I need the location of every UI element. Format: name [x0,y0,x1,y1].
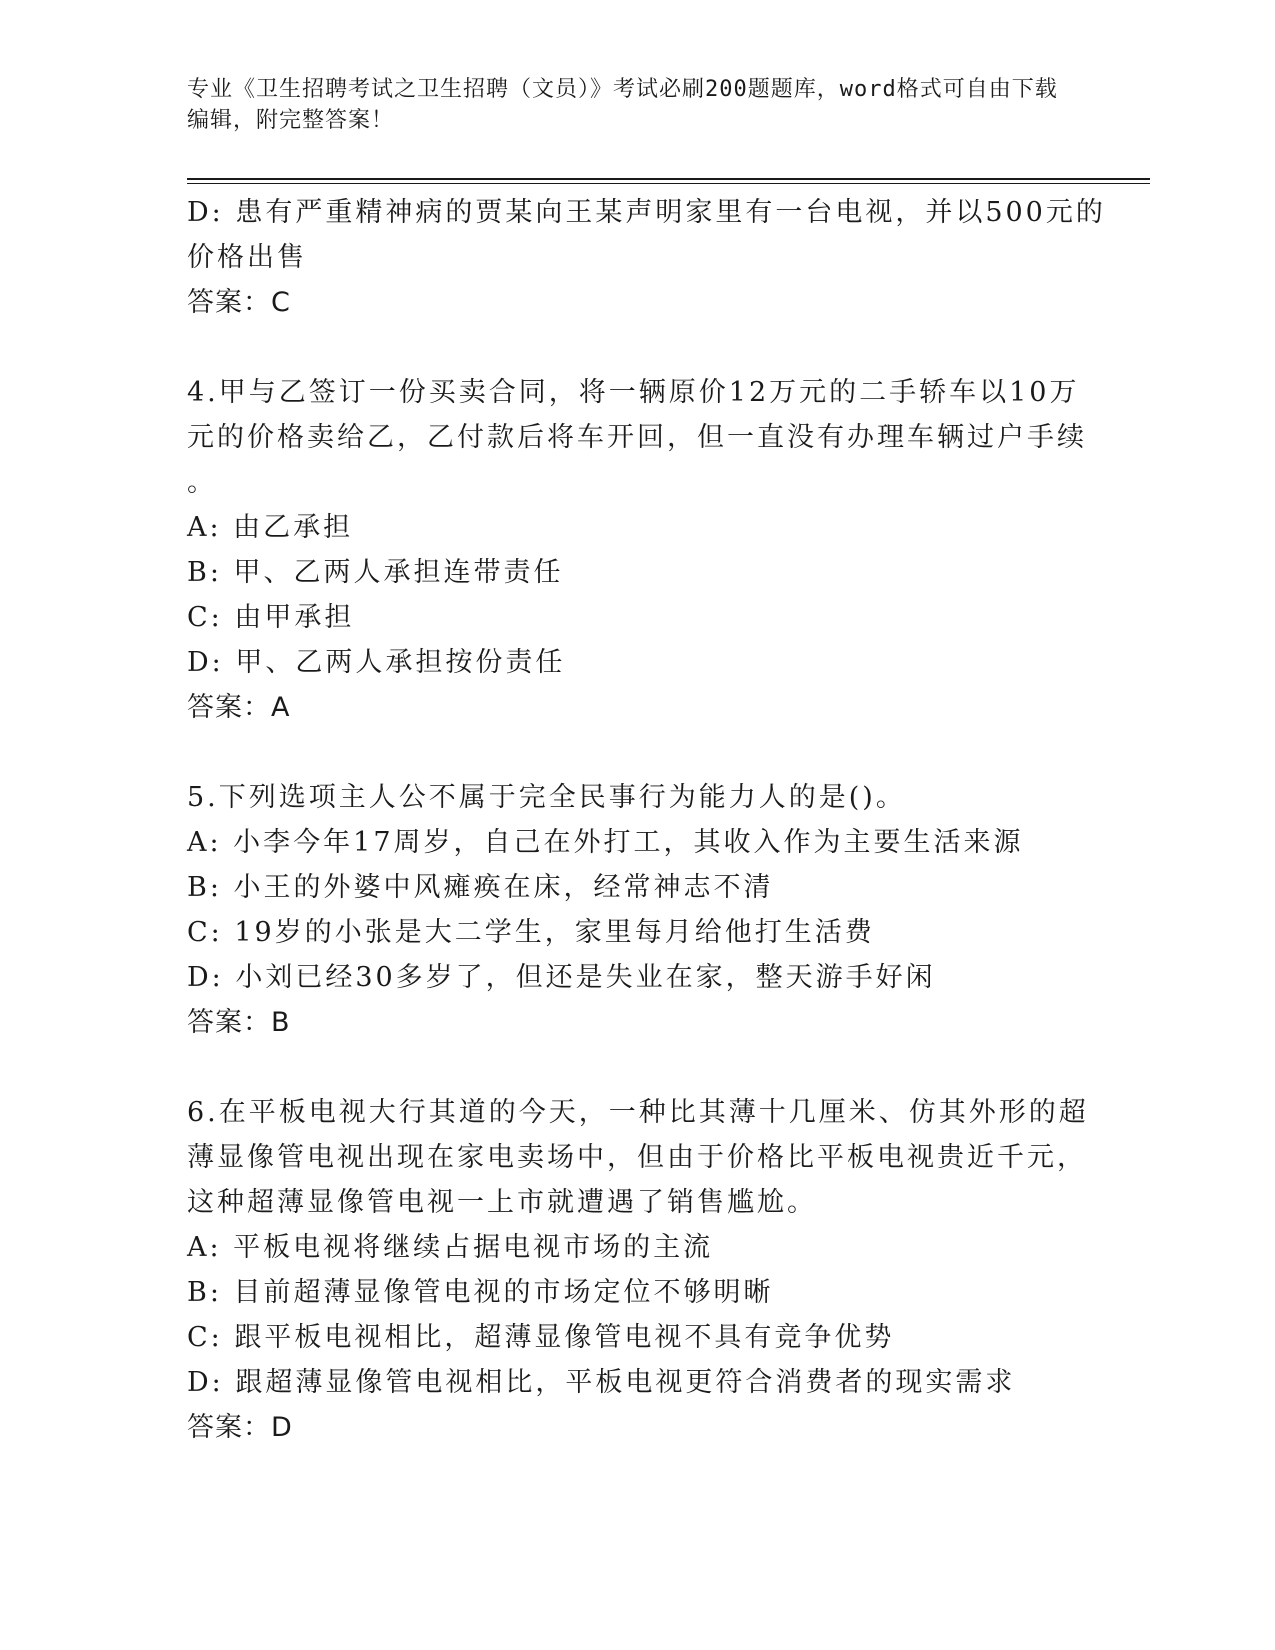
option-d-continued: 价格出售 [187,242,307,273]
option-d: D: 甲、乙两人承担按份责任 [187,647,566,678]
answer-line: 答案：A [187,692,291,723]
question-stem: 薄显像管电视出现在家电卖场中，但由于价格比平板电视贵近千元， [187,1142,1087,1173]
question-4 [187,370,1087,730]
option-d: D: 跟超薄显像管电视相比，平板电视更符合消费者的现实需求 [187,1367,1016,1398]
option-b: B: 小王的外婆中风瘫痪在床，经常神志不清 [187,872,774,903]
option-a: A: 由乙承担 [187,512,354,543]
option-c: C: 跟平板电视相比，超薄显像管电视不具有竞争优势 [187,1322,895,1353]
header-rule-bottom [187,183,1150,184]
option-a: A: 小李今年17周岁，自己在外打工，其收入作为主要生活来源 [187,827,1024,858]
answer-line: 答案：B [187,1007,291,1038]
option-b: B: 甲、乙两人承担连带责任 [187,557,564,588]
question-stem: 6.在平板电视大行其道的今天，一种比其薄十几厘米、仿其外形的超 [187,1097,1089,1128]
question-stem: 。 [187,467,217,498]
questions-body [187,190,1106,1450]
answer-line: 答案：D [187,1412,293,1443]
option-a: A: 平板电视将继续占据电视市场的主流 [187,1232,714,1263]
option-d: D: 患有严重精神病的贾某向王某声明家里有一台电视，并以500元的 [187,197,1106,228]
question-5 [187,775,1067,1045]
option-c: C: 19岁的小张是大二学生，家里每月给他打生活费 [187,917,875,948]
option-d: D: 小刘已经30多岁了，但还是失业在家，整天游手好闲 [187,962,936,993]
question-stem: 5.下列选项主人公不属于完全民事行为能力人的是()。 [187,782,906,813]
option-b: B: 目前超薄显像管电视的市场定位不够明晰 [187,1277,774,1308]
question-6 [187,1090,1089,1450]
question-stem: 这种超薄显像管电视一上市就遭遇了销售尴尬。 [187,1187,817,1218]
question-stem: 元的价格卖给乙，乙付款后将车开回，但一直没有办理车辆过户手续 [187,422,1087,453]
page-header: 专业《卫生招聘考试之卫生招聘（文员）》考试必刷200题题库，word格式可自由下载编辑，附完整答案！ [187,77,1058,133]
question-stem: 4.甲与乙签订一份买卖合同，将一辆原价12万元的二手轿车以10万 [187,377,1080,408]
header-rule-top [187,178,1150,180]
answer-line: 答案：C [187,287,291,318]
carryover-block [187,190,1106,325]
option-c: C: 由甲承担 [187,602,355,633]
